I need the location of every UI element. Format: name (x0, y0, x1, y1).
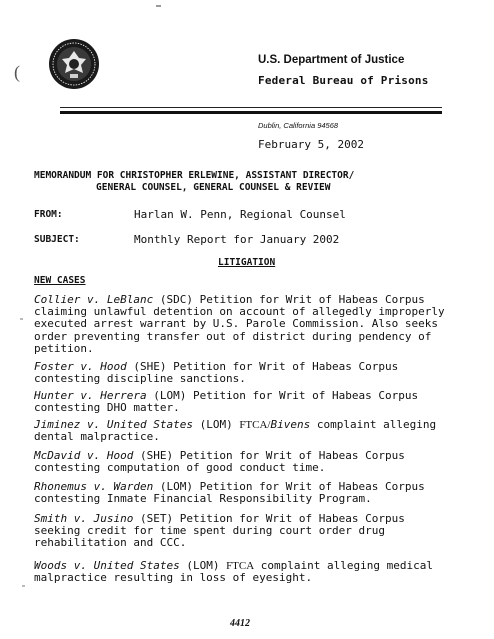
case-entry (34, 361, 454, 385)
header-rule-thick (60, 111, 442, 114)
section-title: LITIGATION (218, 257, 276, 268)
scan-speck (22, 585, 25, 587)
case-description: (SHE) Petition for Writ of Habeas Corpus contesting discipline sanctions. (34, 360, 399, 386)
case-type: FTCA (226, 560, 255, 572)
from-value: Harlan W. Penn, Regional Counsel (134, 208, 346, 221)
scan-speck (20, 318, 23, 320)
case-type: FTCA/ (239, 419, 271, 431)
case-name: Foster v. Hood (34, 360, 127, 373)
case-entry (34, 560, 454, 584)
case-name: Hunter v. Herrera (34, 389, 147, 402)
bureau-name: Federal Bureau of Prisons (258, 74, 429, 87)
case-description: complaint alleging medical malpractice resulting in loss of eyesight. (34, 559, 433, 585)
case-entry (34, 294, 454, 355)
subject-label: SUBJECT: (34, 234, 80, 245)
scan-speck (156, 5, 161, 7)
case-type-italic: Bivens (270, 418, 311, 431)
from-label: FROM: (34, 209, 63, 220)
subsection-title: NEW CASES (34, 275, 86, 286)
case-description: (SET) Petition for Writ of Habeas Corpus seeking credit for time spent during court order drug rehabilitation and CCC. (34, 512, 405, 550)
case-entry (34, 481, 454, 505)
subject-value: Monthly Report for January 2002 (134, 233, 340, 246)
case-name: Collier v. LeBlanc (34, 293, 154, 306)
case-description: (SDC) Petition for Writ of Habeas Corpus claiming unlawful detention on account of allegedly improperly executed arrest warrant by U.S. Parole Commission. Also seeks order preventing transfer out of district during pendency of petition. (34, 293, 445, 355)
case-court: (LOM) (192, 418, 240, 431)
doj-seal-icon (48, 38, 100, 90)
header-rule-thin (60, 107, 442, 108)
department-name: U.S. Department of Justice (258, 54, 405, 66)
case-name: McDavid v. Hood (34, 449, 134, 462)
case-name: Smith v. Jusino (34, 512, 134, 525)
page-number: 4412 (230, 618, 250, 629)
case-description: (LOM) Petition for Writ of Habeas Corpus contesting Inmate Financial Responsibility Program. (34, 480, 425, 506)
case-name: Rhonemus v. Warden (34, 480, 154, 493)
case-description: complaint alleging dental malpractice. (34, 418, 437, 444)
case-description: (SHE) Petition for Writ of Habeas Corpus contesting computation of good conduct time. (34, 449, 405, 475)
case-entry (34, 513, 454, 550)
case-entry (34, 450, 454, 474)
office-location: Dublin, California 94568 (258, 121, 339, 130)
scan-margin-mark: ( (14, 62, 20, 82)
case-description: (LOM) Petition for Writ of Habeas Corpus contesting DHO matter. (34, 389, 419, 415)
case-entry (34, 390, 454, 414)
case-court: (LOM) (179, 559, 227, 572)
case-name: Woods v. United States (34, 559, 180, 572)
case-name: Jiminez v. United States (34, 418, 193, 431)
memo-recipient-line1: MEMORANDUM FOR CHRISTOPHER ERLEWINE, ASSISTANT DIRECTOR/ (34, 170, 355, 181)
memo-recipient-line2: GENERAL COUNSEL, GENERAL COUNSEL & REVIEW (96, 182, 331, 193)
memo-date: February 5, 2002 (258, 138, 364, 151)
case-entry (34, 419, 454, 443)
